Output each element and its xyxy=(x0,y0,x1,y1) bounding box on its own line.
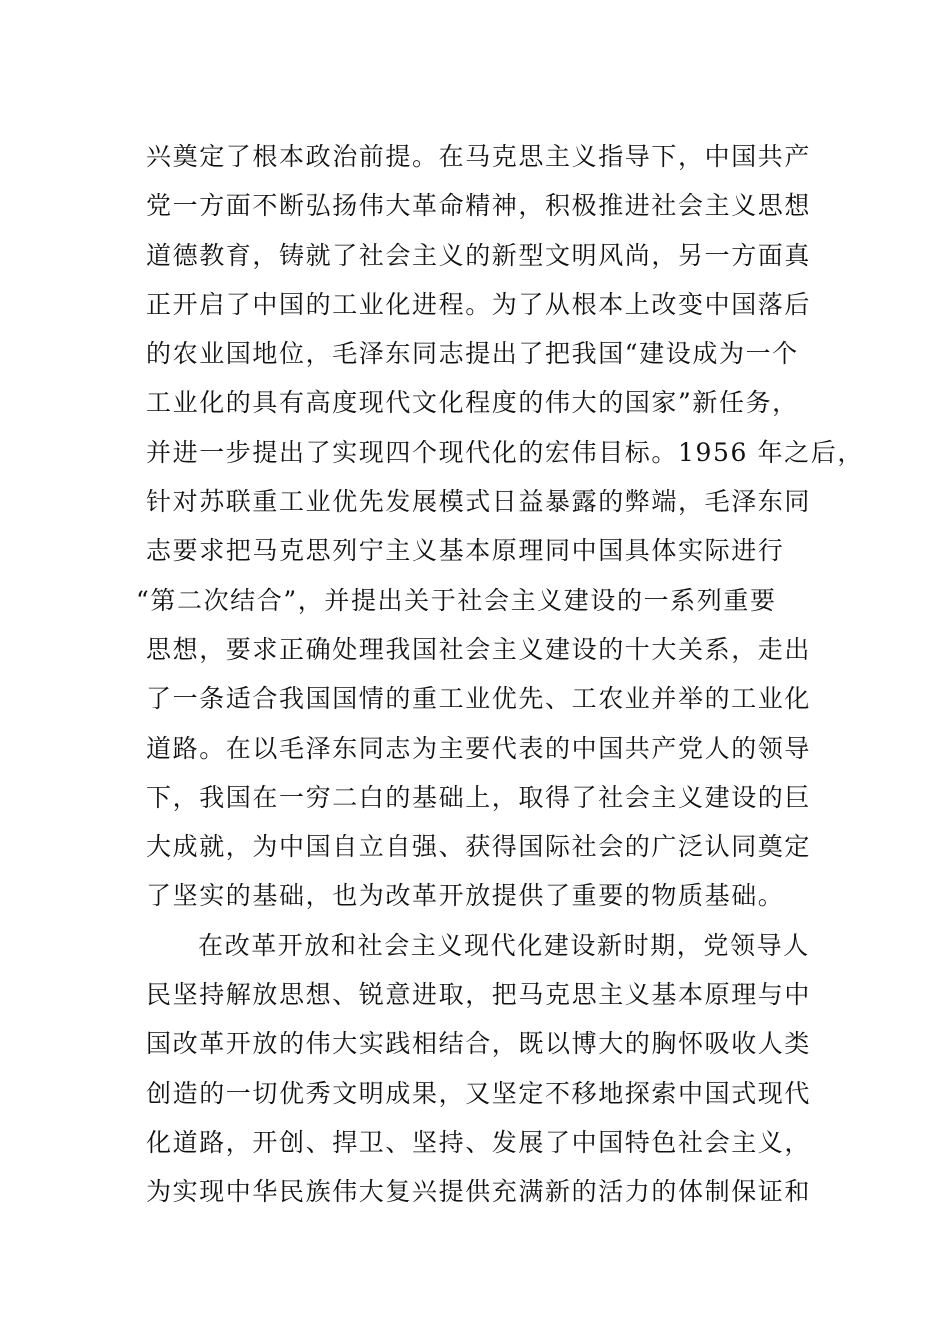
text-line: 思想，要求正确处理我国社会主义建设的十大关系，走出 xyxy=(146,634,812,664)
text-line: 大成就，为中国自立自强、获得国际社会的广泛认同奠定 xyxy=(146,832,812,862)
text-line: 国改革开放的伟大实践相结合，既以博大的胸怀吸收人类 xyxy=(146,1029,812,1059)
text-line: 工业化的具有高度现代文化程度的伟大的国家”新任务， xyxy=(146,388,799,418)
text-line: 并进一步提出了实现四个现代化的宏伟目标。1956 年之后， xyxy=(146,437,864,467)
text-line: 党一方面不断弘扬伟大革命精神，积极推进社会主义思想 xyxy=(146,191,812,221)
text-line: 针对苏联重工业优先发展模式日益暴露的弊端，毛泽东同 xyxy=(146,487,812,517)
text-line: 为实现中华民族伟大复兴提供充满新的活力的体制保证和 xyxy=(146,1177,812,1207)
text-line: 下，我国在一穷二白的基础上，取得了社会主义建设的巨 xyxy=(146,782,812,812)
text-line: 化道路，开创、捍卫、坚持、发展了中国特色社会主义， xyxy=(146,1127,812,1157)
text-line: “第二次结合”，并提出关于社会主义建设的一系列重要 xyxy=(136,585,777,615)
text-line: 正开启了中国的工业化进程。为了从根本上改变中国落后 xyxy=(146,289,812,319)
text-line: 民坚持解放思想、锐意进取，把马克思主义基本原理与中 xyxy=(146,980,812,1010)
text-line: 兴奠定了根本政治前提。在马克思主义指导下，中国共产 xyxy=(146,142,812,171)
text-line: 的农业国地位，毛泽东同志提出了把我国“建设成为一个 xyxy=(146,339,799,369)
text-line: 了坚实的基础，也为改革开放提供了重要的物质基础。 xyxy=(146,881,785,911)
text-line: 道路。在以毛泽东同志为主要代表的中国共产党人的领导 xyxy=(146,733,812,763)
text-line: 志要求把马克思列宁主义基本原理同中国具体实际进行 xyxy=(146,536,785,566)
paragraph-start-line: 在改革开放和社会主义现代化建设新时期，党领导人 xyxy=(198,930,810,960)
text-line: 道德教育，铸就了社会主义的新型文明风尚，另一方面真 xyxy=(146,240,812,270)
body-text xyxy=(136,132,864,1217)
text-line: 创造的一切优秀文明成果，又坚定不移地探索中国式现代 xyxy=(146,1078,812,1108)
text-line: 了一条适合我国国情的重工业优先、工农业并举的工业化 xyxy=(146,684,812,714)
